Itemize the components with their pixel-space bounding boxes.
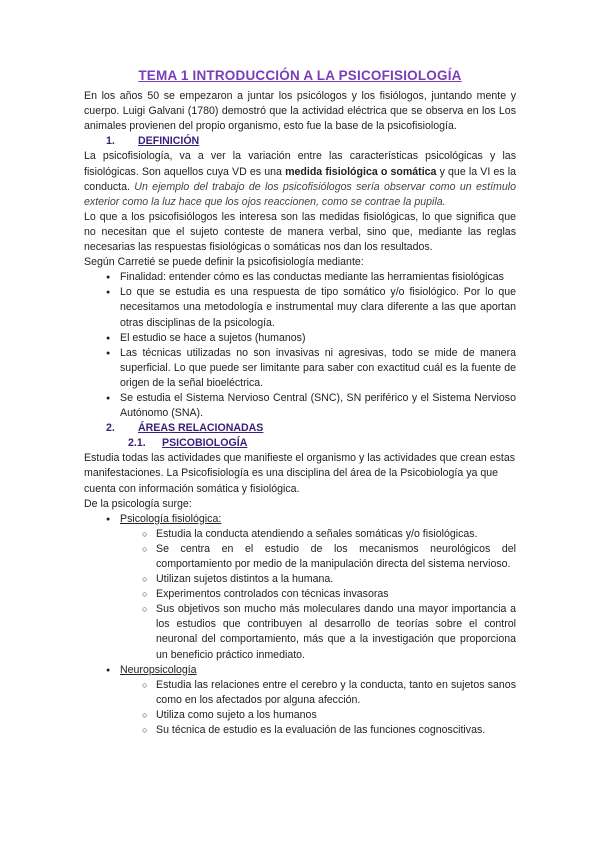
section-heading-definicion xyxy=(84,134,516,149)
intro-paragraph: En los años 50 se empezaron a juntar los psicólogos y los fisiólogos, juntando mente y cuerpo. Luigi Galvani (1780) demostró que la actividad eléctrica que se observa en los Los animales provienen del propio organismo, esto fue la base de la psicofisiología. xyxy=(84,90,516,133)
definition-paragraph xyxy=(84,149,516,209)
page-title: TEMA 1 INTRODUCCIÓN A LA PSICOFISIOLOGÍA xyxy=(138,68,462,83)
branch-label: Psicología fisiológica: xyxy=(120,512,222,525)
definition-text: La psicofisiología, va a ver la variación entre las características psicológicas y las fisiológicas. Son aquellos cuya VD es una xyxy=(84,150,516,178)
sublist-item: ○ Utilizan sujetos distintos a la humana. xyxy=(84,572,516,587)
section-heading-areas xyxy=(84,421,516,436)
list-item: ● Las técnicas utilizadas no son invasivas ni agresivas, todo se mide de manera superficial. Lo que puede ser limitante para saber con exactitud cuál es la fuente de origen de la señal bioeléctrica. xyxy=(84,346,516,391)
sublist-item: ○ Utiliza como sujeto a los humanos xyxy=(84,708,516,723)
subsection-heading-psicobiologia xyxy=(84,436,516,451)
sublist xyxy=(84,527,516,663)
section-number: 1. xyxy=(106,135,115,148)
sublist-item: ○ Estudia las relaciones entre el cerebro y la conducta, tanto en sujetos sanos como en los afectados por alguna afección. xyxy=(84,678,516,708)
carretie-list xyxy=(84,270,516,421)
sublist-item: ○ Se centra en el estudio de los mecanismos neurológicos del comportamiento por medio de la manipulación directa del sistema nervioso. xyxy=(84,542,516,572)
sublist-item: ○ Experimentos controlados con técnicas invasoras xyxy=(84,587,516,602)
definition-text-2: y que la VI es la conducta. xyxy=(84,165,516,193)
sublist xyxy=(84,678,516,738)
section-title: DEFINICIÓN xyxy=(138,135,200,148)
list-item: ● Lo que se estudia es una respuesta de tipo somático y/o fisiológico. Por lo que necesitamos una metodología e instrumental muy clara diferente a las que aportan otras disciplinas de la psicología. xyxy=(84,285,516,330)
list-item: ● Finalidad: entender cómo es las conductas mediante las herramientas fisiológicas xyxy=(84,270,516,285)
subsection-number: 2.1. xyxy=(128,437,146,450)
definition-bold-text: medida fisiológica o somática xyxy=(285,165,437,178)
definition-example: Un ejemplo del trabajo de los psicofisiólogos sería observar como un estímulo exterior como la luz hace que los ojos reaccionen, como se contrae la pupila. xyxy=(84,180,516,208)
sublist-item: ○ Estudia la conducta atendiendo a señales somáticas y/o fisiológicas. xyxy=(84,527,516,542)
sublist-item: ○ Sus objetivos son mucho más moleculares dando una mayor importancia a los estudios que contribuyen al desarrollo de teorías sobre el control neuronal del comportamiento, más que a la investigación que proporciona un beneficio práctico inmediato. xyxy=(84,602,516,662)
psychology-branches-list xyxy=(84,512,516,738)
subsection-title: PSICOBIOLOGÍA xyxy=(162,437,248,450)
list-item: ● Se estudia el Sistema Nervioso Central (SNC), SN periférico y el Sistema Nervioso Autónomo (SNA). xyxy=(84,391,516,421)
surge-paragraph: De la psicología surge: xyxy=(84,497,192,510)
section-number: 2. xyxy=(106,422,115,435)
branch-label: Neuropsicología xyxy=(120,663,197,676)
psicobiologia-paragraph: Estudia todas las actividades que manifieste el organismo y las actividades que crean estas manifestaciones. La Psicofisiología es una disciplina del área de la Psicobiología ya que cuenta con información somática y fisiológica. xyxy=(84,452,516,495)
sublist-item: ○ Su técnica de estudio es la evaluación de las funciones cognoscitivas. xyxy=(84,723,516,738)
section-title: ÁREAS RELACIONADAS xyxy=(138,422,264,435)
list-item: ● El estudio se hace a sujetos (humanos) xyxy=(84,331,516,346)
list-item-psicologia-fisiologica xyxy=(84,512,516,663)
carretie-paragraph: Según Carretié se puede definir la psicofisiología mediante: xyxy=(84,256,364,269)
list-item-neuropsicologia xyxy=(84,663,516,738)
measures-paragraph: Lo que a los psicofisiólogos les interesa son las medidas fisiológicas, lo que significa que no necesitan que el sujeto conteste de manera verbal, sino que, mediante las reglas necesarias las respuestas fisiológicas o somáticas nos dan los resultados. xyxy=(84,210,516,254)
